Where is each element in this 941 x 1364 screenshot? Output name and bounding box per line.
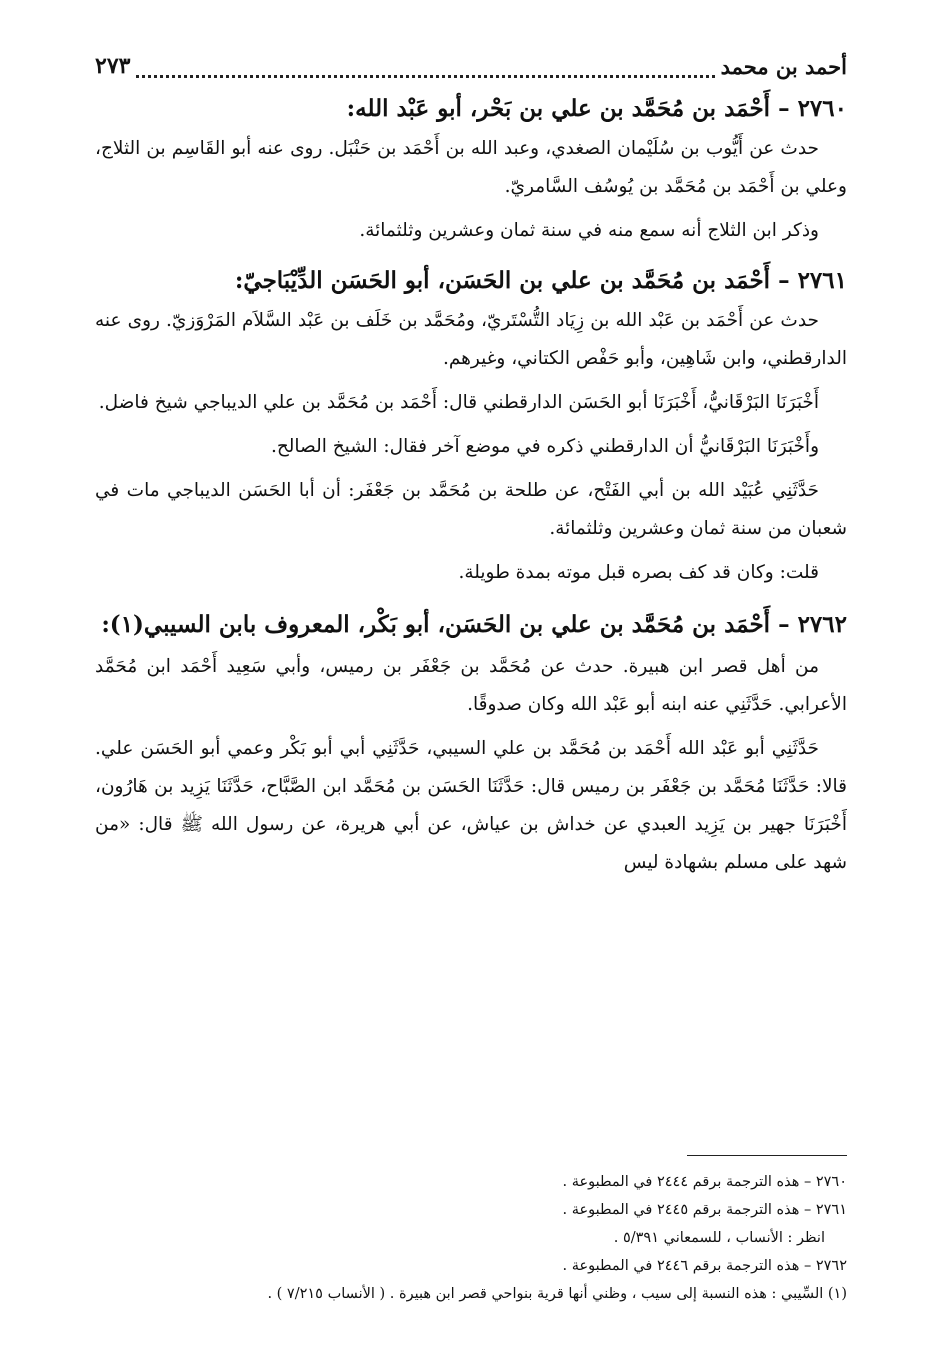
entry-paragraph: وأَخْبَرَنَا البَرْقَانيُّ أن الدارقطني ذكره في موضع آخر فقال: الشيخ الصالح. [270, 436, 819, 457]
running-header [95, 48, 847, 84]
page-number: ٢٧٣ [95, 53, 131, 79]
entry-2762 [95, 602, 847, 882]
entry-2760 [95, 88, 847, 250]
footnote-line: ٢٧٦٠ – هذه الترجمة برقم ٢٤٤٤ في المطبوعة . [562, 1174, 847, 1190]
footnote-line: (١) السِّيبي : هذه النسبة إلى سيب ، وظني أنها قرية بنواحي قصر ابن هبيرة . ( الأنساب ٧/٢١٥ ) . [267, 1286, 847, 1302]
entry-paragraph: حدث عن أَيُّوب بن سُلَيْمان الصغدي، وعبد الله بن أَحْمَد بن حَنْبَل. روى عنه أبو القَاسِم بن الثلاج، وعلي بن أَحْمَد بن مُحَمَّد بن يُوسُف السَّامريّ. [95, 138, 847, 197]
footnote-separator [687, 1155, 847, 1156]
entry-paragraph: من أهل قصر ابن هبيرة. حدث عن مُحَمَّد بن جَعْفَر بن رميس، وأبي سَعِيد أَحْمَد ابن مُحَمَّد الأعرابي. حَدَّثَنِي عنه ابنه أبو عَبْد الله وكان صدوقًا. [95, 656, 847, 715]
entry-heading: ٢٧٦١ – أَحْمَد بن مُحَمَّد بن علي بن الحَسَن، أبو الحَسَن الدِّيْبَاجيّ: [234, 267, 847, 294]
entry-heading: ٢٧٦٠ – أَحْمَد بن مُحَمَّد بن علي بن بَحْر، أبو عَبْد الله: [346, 95, 847, 122]
entry-paragraph: قلت: وكان قد كف بصره قبل موته بمدة طويلة. [458, 562, 819, 583]
entry-paragraph: أَخْبَرَنَا البَرْقَانيُّ، أَخْبَرَنَا أبو الحَسَن الدارقطني قال: أَحْمَد بن مُحَمَّد بن علي الديباجي شيخ فاضل. [98, 392, 819, 413]
header-leader-dots [136, 65, 714, 78]
footnote-line: ٢٧٦١ – هذه الترجمة برقم ٢٤٤٥ في المطبوعة . [562, 1202, 847, 1218]
entries [95, 88, 847, 888]
footnote-line: انظر : الأنساب ، للسمعاني ٥/٣٩١ . [613, 1230, 825, 1246]
footnote-line: ٢٧٦٢ – هذه الترجمة برقم ٢٤٤٦ في المطبوعة . [562, 1258, 847, 1274]
book-page [95, 38, 847, 1348]
footnotes [95, 1168, 847, 1308]
entry-2761 [95, 260, 847, 592]
running-title: أحمد بن محمد [720, 53, 847, 79]
entry-heading: ٢٧٦٢ – أَحْمَد بن مُحَمَّد بن علي بن الحَسَن، أبو بَكْر، المعروف بابن السيبي(١): [101, 611, 847, 638]
entry-paragraph: حَدَّثَنِي عُبَيْد الله بن أبي الفَتْح، عن طلحة بن مُحَمَّد بن جَعْفَر: أن أبا الحَسَن الديباجي مات في شعبان من سنة ثمان وعشرين وثلثمائة. [95, 480, 847, 539]
entry-paragraph: وذكر ابن الثلاج أنه سمع منه في سنة ثمان وعشرين وثلثمائة. [359, 220, 819, 241]
entry-paragraph: حدث عن أَحْمَد بن عَبْد الله بن زِيَاد التُّسْتَريّ، ومُحَمَّد بن خَلَف بن عَبْد السَّلاَم المَرْوَزيّ. روى عنه الدارقطني، وابن شَاهِين، وأبو حَفْص الكتاني، وغيرهم. [95, 310, 847, 369]
entry-paragraph: حَدَّثَنِي أبو عَبْد الله أَحْمَد بن مُحَمَّد بن علي السيبي، حَدَّثَنِي أبي أبو بَكْر وعمي أبو الحَسَن علي. قالا: حَدَّثَنَا مُحَمَّد بن جَعْفَر بن رميس قال: حَدَّثَنَا الحَسَن بن مُحَمَّد ابن الصَّبَّاح، حَدَّثَنَا يَزِيد بن هَارُون، أَخْبَرَنَا جهير بن يَزِيد العبدي عن خداش بن عياش، عن أبي هريرة، عن رسول الله ﷺ قال: «من شهد على مسلم بشهادة ليس [95, 738, 847, 873]
